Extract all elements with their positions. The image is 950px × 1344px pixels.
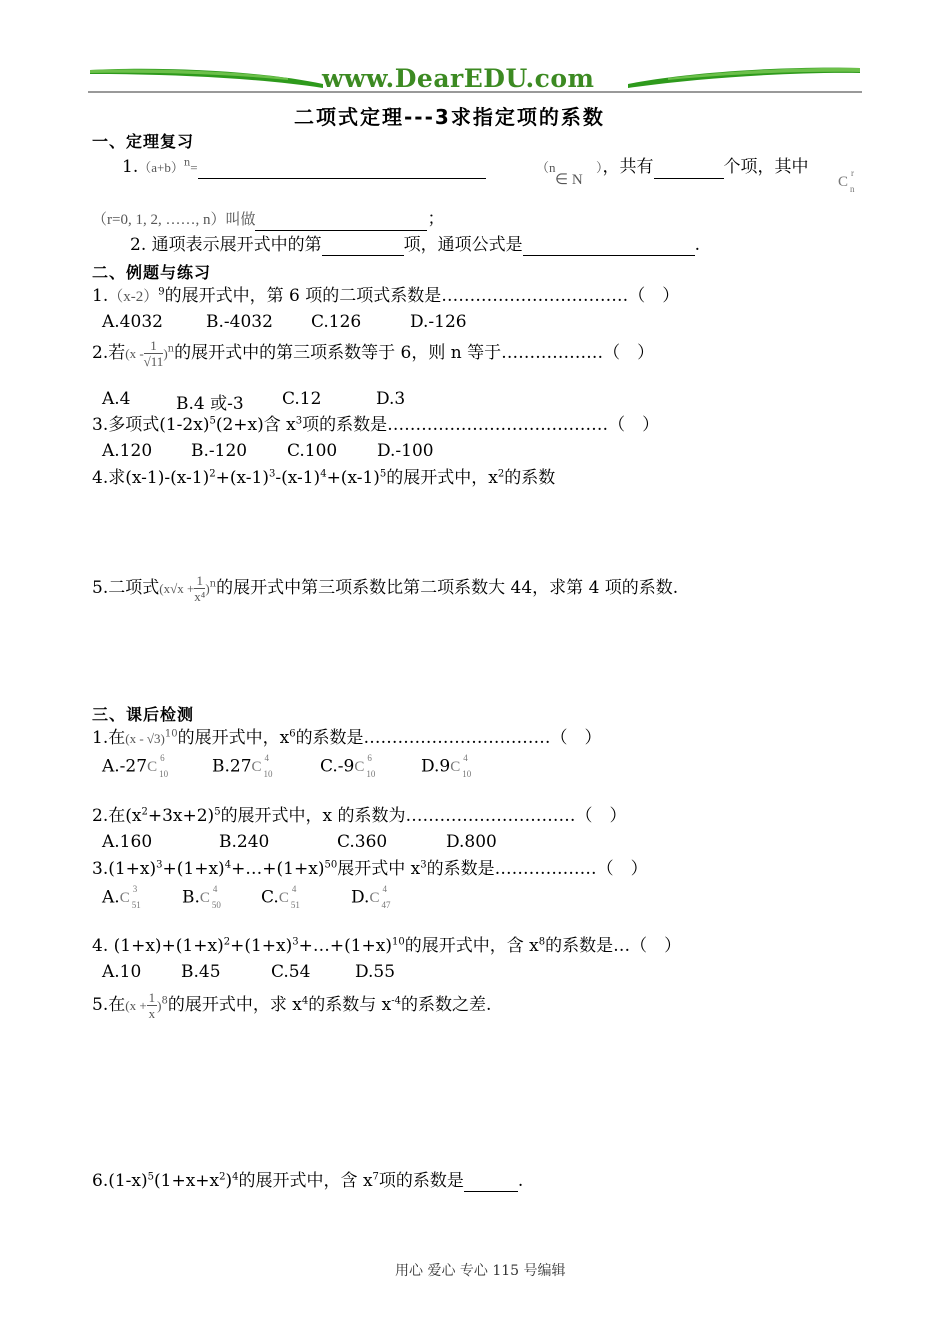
count-blank[interactable] — [654, 161, 724, 179]
comb-letter: C — [450, 759, 461, 775]
choice-label: A.-27 — [102, 756, 148, 777]
q-text-part: 二项式 — [108, 578, 160, 598]
homework-q3 — [92, 858, 648, 880]
q-text-part: +3x+2) — [147, 806, 215, 826]
homework-q2 — [92, 805, 627, 827]
homework-q2-choice-c[interactable]: C.360 — [337, 832, 388, 852]
exponent: n — [183, 157, 191, 169]
frac-denominator: √11 — [143, 354, 164, 369]
q-fraction — [147, 990, 158, 1021]
example-q2-choice-b[interactable]: B.4 或-3 — [176, 394, 244, 414]
q-exp: 2 — [219, 1171, 226, 1183]
review-item-1 — [122, 156, 486, 179]
homework-q4-choice-c[interactable]: C.54 — [271, 962, 311, 982]
q-text-part: 的系数是…（ ） — [545, 936, 682, 956]
q-number: 3. — [92, 415, 109, 435]
q-fraction — [144, 338, 164, 369]
homework-q4-choice-a[interactable]: A.10 — [102, 962, 142, 982]
q-number: 4. — [92, 936, 109, 956]
homework-q3-choice-a[interactable] — [102, 886, 142, 910]
q-exp: 6 — [289, 728, 296, 740]
q-text-part: (1-x) — [108, 1171, 148, 1191]
example-q3 — [92, 414, 659, 436]
q-expr: (x - √3) — [125, 731, 165, 746]
q-exp: 2 — [141, 806, 148, 818]
review-item-2 — [130, 234, 700, 256]
comb-letter: C — [278, 890, 289, 906]
homework-q1 — [92, 727, 602, 750]
q-exp: 4 — [320, 468, 327, 480]
homework-q3-choice-b[interactable] — [182, 886, 222, 910]
comb-bottom: 51 — [131, 900, 141, 910]
example-q2-choice-a[interactable]: A.4 — [102, 389, 131, 409]
page-title: 二项式定理---3求指定项的系数 — [294, 105, 605, 129]
q-exp: 5 — [209, 415, 216, 427]
q-exp: 3 — [295, 415, 303, 427]
n-label: （n — [536, 160, 556, 175]
comb-letter: C — [119, 890, 130, 906]
q-exp: 50 — [324, 859, 338, 871]
review-item-1-cont — [596, 156, 809, 179]
q-expr: （x-2） — [108, 289, 159, 305]
comb-top: 4 — [382, 884, 387, 894]
frac-numerator: 1 — [194, 573, 205, 589]
comb-letter: C — [251, 759, 262, 775]
comb-bottom: 50 — [211, 900, 221, 910]
q-expr-post: ) — [163, 346, 168, 361]
homework-q3-choice-c[interactable] — [261, 886, 301, 910]
q-exp: 2 — [209, 468, 216, 480]
term-blank[interactable] — [322, 238, 404, 256]
q-expr-pre: (x + — [125, 998, 147, 1013]
semicolon: ； — [427, 209, 445, 229]
q-exp: 2 — [497, 468, 505, 480]
choice-label: B. — [182, 887, 200, 908]
homework-q2-choice-d[interactable]: D.800 — [446, 832, 497, 852]
q-text-part: +(1+x) — [230, 936, 293, 956]
homework-q1-choice-c[interactable] — [320, 755, 376, 779]
homework-q2-choice-a[interactable]: A.160 — [102, 832, 153, 852]
q-text-part: 展开式中 x — [337, 859, 421, 879]
q-exp: 4 — [301, 995, 309, 1007]
comb-bottom: 10 — [366, 769, 376, 779]
binomial-expr: （a+b） — [138, 160, 184, 175]
example-q1-choice-c[interactable]: C.126 — [311, 312, 362, 332]
q-text-part: (2+x)含 x — [215, 415, 296, 435]
q-text-part: (1+x) — [108, 859, 157, 879]
example-q1-choice-d[interactable]: D.-126 — [410, 312, 467, 332]
section-heading-review: 一、定理复习 — [92, 132, 195, 151]
choice-label: D. — [351, 887, 370, 908]
paren-close: ） — [596, 160, 603, 175]
comb-bottom: 10 — [263, 769, 273, 779]
q-text: 的展开式中，第 6 项的二项式系数是……………………………（ ） — [164, 286, 680, 306]
comb-top: 3 — [132, 884, 138, 894]
example-q1 — [92, 285, 679, 308]
q-exp: n — [167, 343, 175, 355]
homework-q6 — [92, 1170, 523, 1192]
q-expr-pre: (x√x + — [159, 581, 195, 596]
element-of-N: ∈ N — [555, 172, 583, 188]
example-q1-choice-a[interactable]: A.4032 — [102, 312, 163, 332]
q-text-part: 在(x — [108, 806, 142, 826]
name-blank[interactable] — [255, 213, 427, 231]
q-exp: 4 — [224, 859, 232, 871]
total-label: ，共有 — [602, 157, 654, 177]
q-exp: 4 — [232, 1171, 239, 1183]
comb-bottom: 47 — [381, 900, 391, 910]
page-footer: 用心 爱心 专心 115 号编辑 — [395, 1263, 566, 1279]
example-q4 — [92, 467, 555, 489]
q-exp: 7 — [372, 1171, 379, 1183]
example-q5 — [92, 573, 678, 604]
q-text-part: 的展开式中，含 x — [404, 936, 539, 956]
q-text-part: (1+x+x — [154, 1171, 220, 1191]
terms-label: 个项，其中 — [723, 157, 809, 177]
r-range-text: （r=0, 1, 2, ……, n）叫做 — [92, 212, 256, 228]
q-exp: 8 — [161, 995, 168, 1007]
answer-blank[interactable] — [198, 161, 486, 179]
comb-top: 4 — [212, 884, 218, 894]
comb-letter: C — [838, 174, 849, 190]
q-text-part: 多项式(1-2x) — [108, 415, 210, 435]
comb-bottom: 10 — [462, 769, 472, 779]
q-exp: -4 — [391, 995, 401, 1007]
comb-top: 4 — [291, 884, 297, 894]
q-exp: 8 — [538, 936, 546, 948]
q-text-part: 的展开式中，求 x — [167, 995, 302, 1015]
q-exp: 3 — [268, 468, 276, 480]
q-exp: 3 — [292, 936, 299, 948]
q-exp: 5 — [214, 806, 221, 818]
comb-symbol — [252, 755, 274, 779]
q-text-part: 的展开式中，x 的系数为…………………………（ ） — [220, 806, 627, 826]
example-q3-choice-c[interactable]: C.100 — [287, 441, 338, 461]
comb-bottom: 51 — [290, 900, 300, 910]
period: . — [694, 235, 701, 255]
frac-numerator: 1 — [148, 990, 156, 1005]
comb-top: 4 — [264, 753, 270, 763]
q-text-part: ) — [225, 1171, 233, 1191]
q-number: 2. — [92, 806, 109, 826]
homework-q5 — [92, 990, 491, 1021]
comb-bottom: 10 — [159, 769, 169, 779]
homework-q1-choice-b[interactable] — [212, 755, 274, 779]
q-exp: 2 — [223, 936, 231, 948]
period: . — [517, 1171, 524, 1191]
comb-top: 6 — [160, 753, 165, 763]
q-text-part: 的系数 — [504, 468, 556, 488]
homework-q4-choice-b[interactable]: B.45 — [181, 962, 221, 982]
comb-symbol — [450, 755, 472, 779]
frac-denominator: x — [148, 1006, 156, 1021]
q-text-part: 求(x-1)-(x-1) — [108, 468, 210, 488]
comb-symbol — [369, 886, 391, 910]
choice-label: C. — [261, 887, 279, 908]
q-number: 4. — [92, 468, 109, 488]
equals: = — [190, 160, 198, 175]
q-exp: 3 — [420, 859, 427, 871]
q-expr-post: ) — [205, 581, 210, 596]
frac-numerator: 1 — [144, 338, 164, 354]
homework-q4 — [92, 935, 681, 957]
comb-letter: C — [369, 890, 380, 906]
homework-q4-choice-d[interactable]: D.55 — [355, 962, 396, 982]
comb-symbol — [279, 886, 301, 910]
q-number: 5.在 — [92, 995, 126, 1015]
q-text-part: -(x-1) — [275, 468, 321, 488]
homework-q1-choice-a[interactable] — [102, 755, 169, 779]
q-text-part: 项的系数是…………………………………（ ） — [302, 415, 660, 435]
comb-symbol — [354, 755, 376, 779]
formula-blank[interactable] — [523, 238, 695, 256]
q-text-part: +…+(1+x) — [231, 859, 325, 879]
q-number: 2.若 — [92, 343, 126, 363]
item-number: 1. — [122, 157, 139, 177]
q-number: 3. — [92, 859, 109, 879]
homework-q1-choice-d[interactable] — [421, 755, 472, 779]
q-fraction — [194, 573, 205, 604]
q-number: 5. — [92, 578, 109, 598]
comb-top: 6 — [367, 753, 372, 763]
section-heading-examples: 二、例题与练习 — [92, 263, 212, 282]
q-number: 1.在 — [92, 728, 126, 748]
homework-q2-choice-b[interactable]: B.240 — [219, 832, 270, 852]
comb-bottom: n — [850, 184, 855, 194]
q-text-part: +(x-1) — [215, 468, 269, 488]
q-expr-pre: (x - — [125, 346, 144, 361]
q-text-part: +(1+x) — [162, 859, 225, 879]
example-q3-choice-b[interactable]: B.-120 — [191, 441, 248, 461]
example-q2 — [92, 338, 654, 369]
example-q3-choice-d[interactable]: D.-100 — [377, 441, 434, 461]
q-exp: 10 — [164, 728, 178, 740]
q-exp: n — [209, 578, 217, 590]
q-text-part: 的展开式中第三项系数比第二项系数大 44，求第 4 项的系数. — [216, 578, 679, 598]
comb-letter: C — [199, 890, 210, 906]
example-q2-choice-c[interactable]: C.12 — [282, 389, 322, 409]
q-exp: 5 — [379, 468, 387, 480]
q-exp: 5 — [147, 1171, 155, 1183]
example-q1-choice-b[interactable]: B.-4032 — [206, 312, 273, 332]
q-number: 6. — [92, 1171, 109, 1191]
q-text-part: 的展开式中，含 x — [238, 1171, 373, 1191]
q-exp: 3 — [156, 859, 163, 871]
comb-Crn — [838, 170, 860, 194]
choice-label: A. — [102, 887, 120, 908]
frac-denominator: x⁴ — [194, 589, 206, 604]
comb-symbol — [200, 886, 222, 910]
example-q2-choice-d[interactable]: D.3 — [376, 389, 406, 409]
q-number: 1. — [92, 286, 109, 306]
review-item-1-line2 — [92, 208, 444, 231]
q-exp: 9 — [158, 286, 165, 298]
comb-top: r — [851, 168, 854, 178]
site-logo: www.DearEDU.com — [322, 64, 595, 93]
q-text-part: +(x-1) — [326, 468, 380, 488]
section-heading-homework: 三、课后检测 — [92, 705, 195, 724]
homework-q3-choice-d[interactable] — [351, 886, 391, 910]
q-text-part: 的系数是……………………………（ ） — [295, 728, 602, 748]
q-text: 的展开式中的第三项系数等于 6，则 n 等于………………（ ） — [174, 343, 655, 363]
q-text-part: 的系数是………………（ ） — [426, 859, 648, 879]
comb-letter: C — [147, 759, 158, 775]
comb-letter: C — [354, 759, 365, 775]
q-exp: 10 — [392, 936, 405, 948]
q-text-part: (1+x)+(1+x) — [108, 936, 224, 956]
q-text-part: 的展开式中，x — [386, 468, 498, 488]
comb-symbol — [147, 755, 169, 779]
q-text-part: 项的系数是 — [378, 1171, 464, 1191]
q-text-part: 的系数之差. — [401, 995, 492, 1015]
answer-blank[interactable] — [464, 1174, 518, 1192]
n-belongs-N — [536, 156, 556, 179]
comb-top: 4 — [463, 753, 468, 763]
choice-label: D.9 — [421, 756, 451, 777]
choice-label: B.27 — [212, 756, 252, 777]
q-text-part: +…+(1+x) — [298, 936, 393, 956]
q-text-part: 的系数与 x — [308, 995, 392, 1015]
choice-label: C.-9 — [320, 756, 355, 777]
example-q3-choice-a[interactable]: A.120 — [102, 441, 153, 461]
item-2-text: 2. 通项表示展开式中的第 — [130, 235, 322, 255]
item-2-mid: 项，通项公式是 — [403, 235, 523, 255]
q-text-part: 的展开式中，x — [177, 728, 290, 748]
comb-symbol — [120, 886, 142, 910]
q-expr-post: ) — [157, 998, 162, 1013]
